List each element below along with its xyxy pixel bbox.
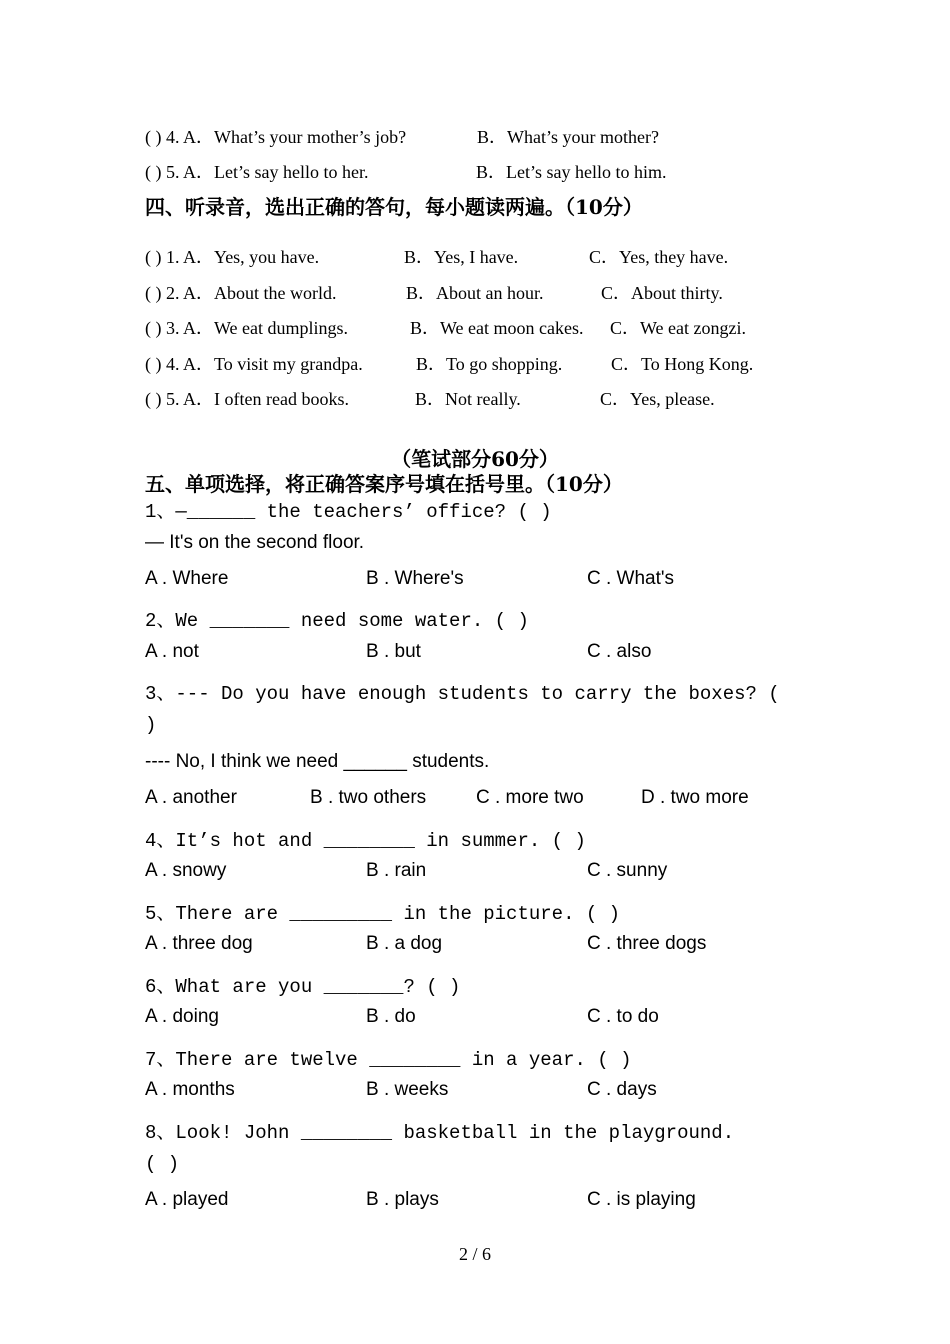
option-b: B．What’s your mother?	[477, 127, 659, 147]
option-c: C . What's	[587, 568, 675, 589]
written-part-title: （笔试部分60分）	[391, 447, 559, 471]
option-b: B . Where's	[366, 568, 464, 589]
option-c: C . to do	[587, 1006, 659, 1027]
option-b: B . weeks	[366, 1079, 449, 1100]
question-6-stem: 6、What are you _______? ( )	[145, 976, 461, 998]
question-3-answer: ---- No, I think we need ______ students.	[145, 751, 490, 772]
option-b: B．To go shopping.	[416, 354, 563, 374]
question-5-stem: 5、There are _________ in the picture. ( )	[145, 903, 621, 925]
option-b: B．Yes, I have.	[404, 247, 519, 267]
option-c: C . is playing	[587, 1189, 696, 1210]
question-8-stem: 8、Look! John ________ basketball in the playground.	[145, 1122, 735, 1144]
option-a: A . Where	[145, 568, 229, 589]
option-d: D . two more	[641, 787, 749, 808]
option-a: ( ) 4. A．To visit my grandpa.	[145, 354, 363, 374]
option-b: B . rain	[366, 860, 427, 881]
option-b: B . do	[366, 1006, 416, 1027]
option-b: B . two others	[310, 787, 427, 808]
option-b: B．About an hour.	[406, 283, 544, 303]
page-number: 2 / 6	[458, 1244, 491, 1264]
option-b: B . plays	[366, 1189, 439, 1210]
option-c: C . three dogs	[587, 933, 707, 954]
question-2-stem: 2、We _______ need some water. ( )	[145, 610, 529, 632]
option-a: ( ) 2. A．About the world.	[145, 283, 337, 303]
option-c: C．To Hong Kong.	[611, 354, 754, 374]
question-1-stem: 1、—______ the teachers’ office? ( )	[145, 501, 552, 523]
option-a: A . another	[145, 787, 237, 808]
option-a: A . played	[145, 1189, 229, 1210]
option-c: C . more two	[476, 787, 584, 808]
option-a: A . not	[145, 641, 199, 662]
section4-title: 四、听录音，选出正确的答句，每小题读两遍。（10分）	[145, 195, 643, 219]
question-1-answer: — It's on the second floor.	[145, 532, 365, 553]
option-a: ( ) 5. A．Let’s say hello to her.	[145, 162, 369, 182]
option-c: C . sunny	[587, 860, 668, 881]
option-b: B . a dog	[366, 933, 443, 954]
option-b: B．Let’s say hello to him.	[476, 162, 667, 182]
question-3-stem: 3、--- Do you have enough students to carry the boxes? (	[145, 683, 780, 705]
option-c: C . also	[587, 641, 652, 662]
question-8-stem-cont: ( )	[145, 1153, 180, 1175]
option-a: ( ) 5. A．I often read books.	[145, 389, 349, 409]
option-a: A . three dog	[145, 933, 253, 954]
option-c: C．Yes, please.	[600, 389, 715, 409]
option-c: C．Yes, they have.	[589, 247, 729, 267]
option-a: ( ) 1. A．Yes, you have.	[145, 247, 320, 267]
section5-title: 五、单项选择，将正确答案序号填在括号里。（10分）	[145, 472, 623, 496]
option-b: B．We eat moon cakes.	[410, 318, 584, 338]
question-4-stem: 4、It’s hot and ________ in summer. ( )	[145, 830, 586, 852]
option-c: C．We eat zongzi.	[610, 318, 747, 338]
option-a: A . doing	[145, 1006, 219, 1027]
option-a: A . months	[145, 1079, 235, 1100]
option-c: C．About thirty.	[601, 283, 723, 303]
option-a: A . snowy	[145, 860, 227, 881]
option-a: ( ) 4. A．What’s your mother’s job?	[145, 127, 407, 147]
option-b: B . but	[366, 641, 421, 662]
option-a: ( ) 3. A．We eat dumplings.	[145, 318, 349, 338]
option-c: C . days	[587, 1079, 657, 1100]
question-3-stem-cont: )	[145, 714, 157, 736]
question-7-stem: 7、There are twelve ________ in a year. ( )	[145, 1049, 632, 1071]
option-b: B．Not really.	[415, 389, 521, 409]
